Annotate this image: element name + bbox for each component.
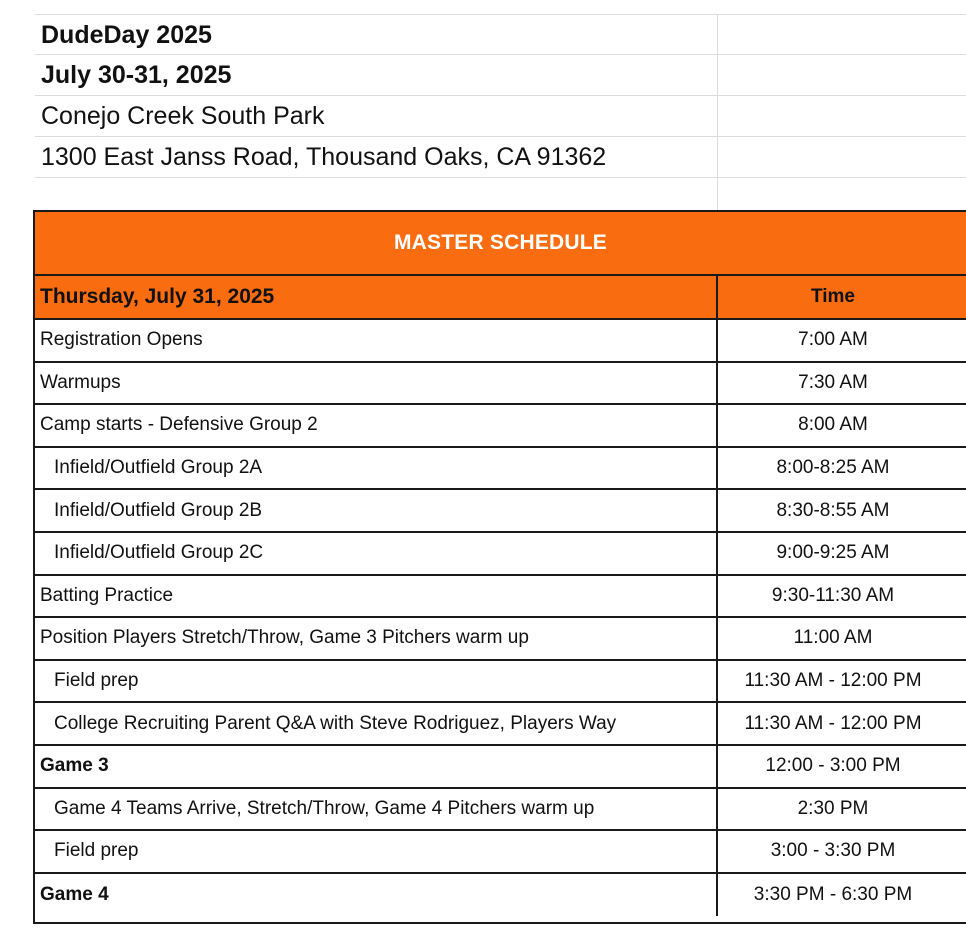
schedule-row — [35, 363, 966, 406]
time-cell[interactable]: 8:00-8:25 AM — [776, 457, 890, 479]
event-venue-row — [35, 95, 966, 137]
schedule-row — [35, 405, 966, 448]
event-info-block — [0, 0, 966, 211]
schedule-row — [35, 618, 966, 661]
time-cell[interactable]: 9:00-9:25 AM — [776, 542, 890, 564]
time-cell[interactable]: 11:00 AM — [793, 627, 873, 649]
day-header[interactable]: Thursday, July 31, 2025 — [35, 276, 718, 318]
activity-cell[interactable]: Game 3 — [35, 746, 718, 787]
schedule-row — [35, 746, 966, 789]
activity-cell[interactable]: Infield/Outfield Group 2A — [35, 448, 718, 489]
master-schedule-table — [33, 210, 966, 924]
activity-cell[interactable]: College Recruiting Parent Q&A with Steve Rodriguez, Players Way — [35, 703, 718, 744]
activity-cell[interactable]: Camp starts - Defensive Group 2 — [35, 405, 718, 446]
event-address[interactable]: 1300 East Janss Road, Thousand Oaks, CA 91362 — [35, 137, 718, 178]
event-dates[interactable]: July 30-31, 2025 — [35, 55, 718, 96]
time-cell[interactable]: 8:30-8:55 AM — [776, 499, 890, 521]
empty-cell[interactable] — [35, 178, 718, 211]
time-cell[interactable]: 12:00 - 3:00 PM — [765, 755, 901, 777]
schedule-banner[interactable]: MASTER SCHEDULE — [35, 212, 966, 276]
time-cell[interactable]: 11:30 AM - 12:00 PM — [744, 712, 922, 734]
activity-cell[interactable]: Infield/Outfield Group 2B — [35, 490, 718, 531]
time-cell[interactable]: 7:30 AM — [798, 371, 868, 393]
event-dates-row — [35, 54, 966, 96]
schedule-row — [35, 831, 966, 874]
time-cell[interactable]: 2:30 PM — [797, 797, 869, 819]
schedule-row — [35, 490, 966, 533]
day-header-row — [35, 276, 966, 320]
schedule-row — [35, 448, 966, 491]
schedule-rows — [35, 320, 966, 916]
time-cell[interactable]: 9:30-11:30 AM — [771, 584, 895, 606]
time-cell[interactable]: 3:00 - 3:30 PM — [770, 840, 896, 862]
time-cell[interactable]: 8:00 AM — [798, 414, 868, 436]
event-name[interactable]: DudeDay 2025 — [35, 15, 718, 55]
schedule-row — [35, 533, 966, 576]
activity-cell[interactable]: Field prep — [35, 661, 718, 702]
schedule-row — [35, 703, 966, 746]
empty-row — [35, 177, 966, 211]
time-cell[interactable]: 3:30 PM - 6:30 PM — [753, 884, 913, 906]
schedule-row — [35, 576, 966, 619]
activity-cell[interactable]: Game 4 Teams Arrive, Stretch/Throw, Game 4 Pitchers warm up — [35, 789, 718, 830]
activity-cell[interactable]: Batting Practice — [35, 576, 718, 617]
activity-cell[interactable]: Registration Opens — [35, 320, 718, 361]
activity-cell[interactable]: Position Players Stretch/Throw, Game 3 Pitchers warm up — [35, 618, 718, 659]
event-venue[interactable]: Conejo Creek South Park — [35, 96, 718, 137]
schedule-row — [35, 874, 966, 917]
time-cell[interactable]: 7:00 AM — [798, 329, 868, 351]
activity-cell[interactable]: Field prep — [35, 831, 718, 872]
schedule-row — [35, 789, 966, 832]
time-cell[interactable]: 11:30 AM - 12:00 PM — [744, 670, 922, 692]
schedule-row — [35, 661, 966, 704]
activity-cell[interactable]: Warmups — [35, 363, 718, 404]
time-column-header[interactable]: Time — [810, 286, 855, 307]
activity-cell[interactable]: Game 4 — [35, 874, 718, 917]
activity-cell[interactable]: Infield/Outfield Group 2C — [35, 533, 718, 574]
event-address-row — [35, 136, 966, 178]
schedule-row — [35, 320, 966, 363]
event-name-row — [35, 14, 966, 55]
